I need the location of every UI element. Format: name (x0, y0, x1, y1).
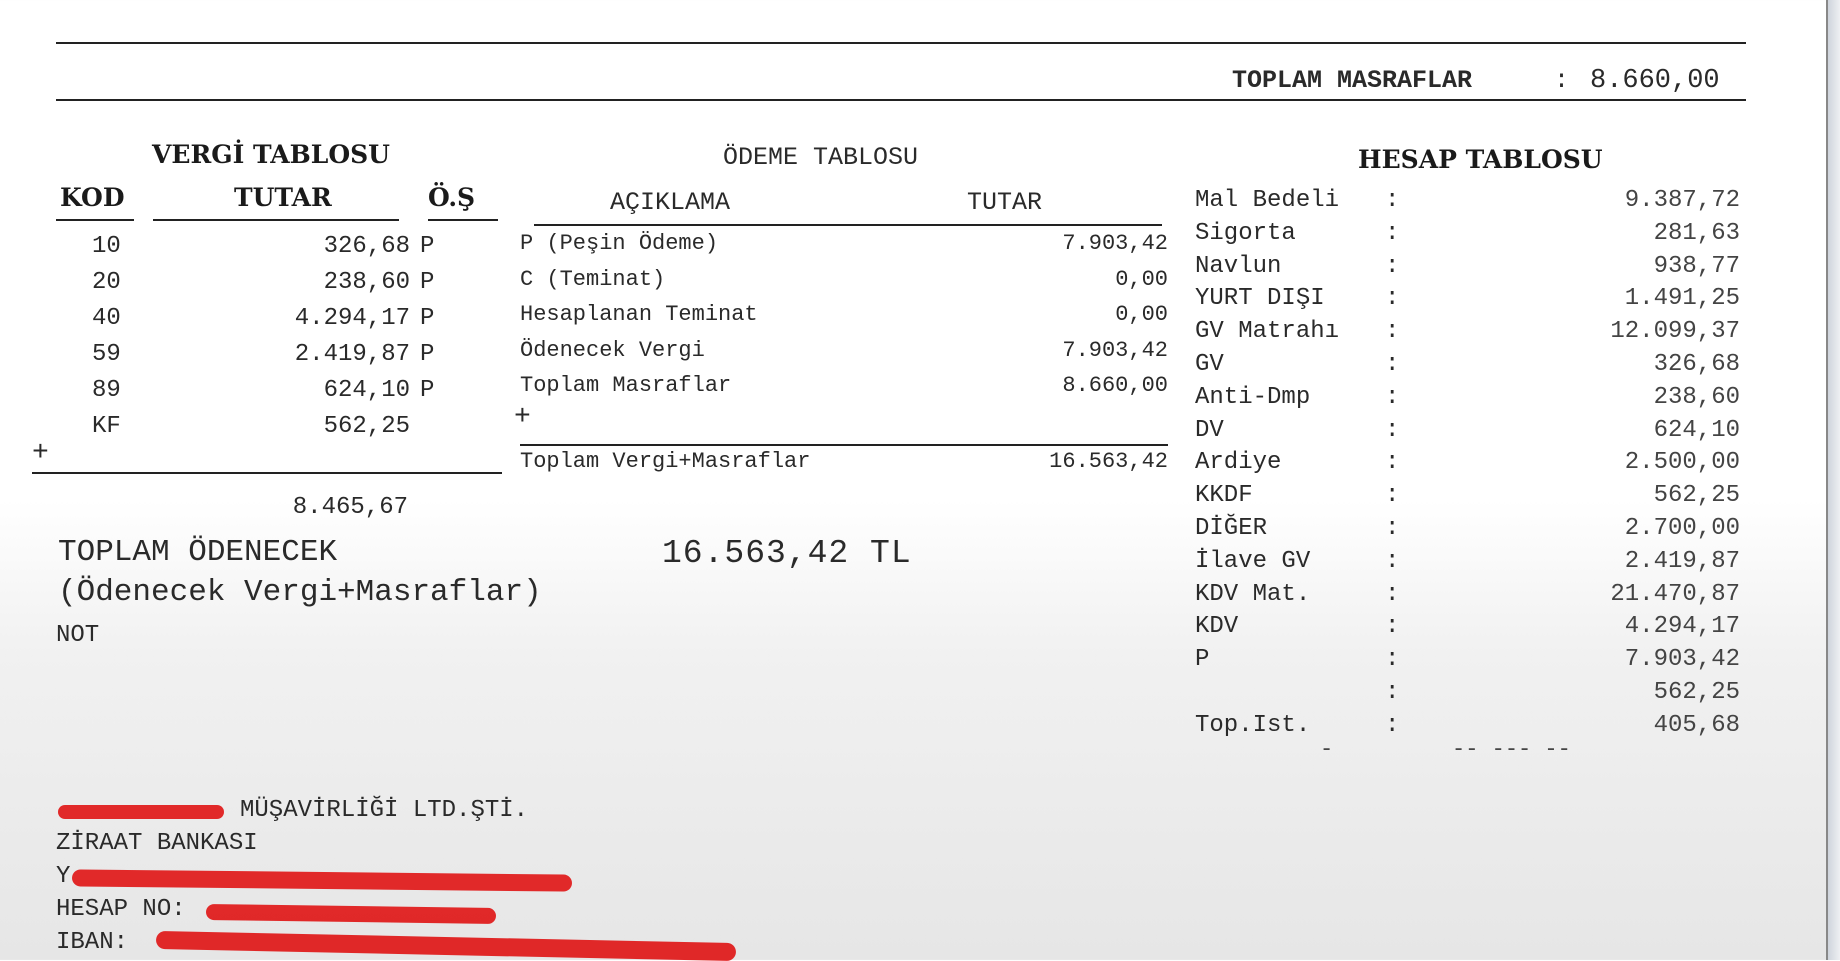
account-row-value: 2.419,87 (1624, 547, 1740, 575)
account-row-value: 12.099,37 (1610, 318, 1740, 346)
account-row-value: 7.903,42 (1624, 646, 1740, 674)
tax-row-amount: 4.294,17 (294, 305, 410, 332)
account-row-label: GV Matrahı (1195, 318, 1340, 346)
payment-row-desc: Toplam Masraflar (520, 373, 732, 398)
account-cut-row: - -- --- -- (1320, 737, 1571, 762)
payment-row-amount: 8.660,00 (1062, 373, 1168, 398)
tax-row-amount: 326,68 (323, 233, 410, 260)
tax-row-code: KF (92, 413, 121, 440)
account-row-sep: : (1385, 351, 1400, 378)
account-row-value: 4.294,17 (1624, 613, 1740, 641)
tax-row-code: 10 (92, 233, 121, 260)
tax-table-title: VERGİ TABLOSU (152, 140, 390, 169)
tax-row-amount: 2.419,87 (294, 341, 410, 368)
total-payable-value: 16.563,42 TL (662, 535, 912, 572)
account-row-label: Sigorta (1195, 219, 1296, 247)
tax-row-code: 89 (92, 377, 121, 404)
account-row-label: DİĞER (1195, 515, 1268, 542)
account-row-label: Mal Bedeli (1195, 187, 1340, 214)
tax-row-os: P (420, 377, 435, 404)
scroll-edge (1828, 0, 1840, 960)
payment-row-desc: P (Peşin Ödeme) (520, 231, 719, 256)
account-row-label: Top.Ist. (1195, 711, 1311, 739)
account-row-sep: : (1385, 679, 1400, 706)
redaction-iban (156, 931, 736, 961)
total-payable-subtitle: (Ödenecek Vergi+Masraflar) (58, 575, 542, 610)
footer-account-label: HESAP NO: (56, 896, 186, 923)
tax-amount-underline (153, 219, 399, 221)
payment-header-rule (534, 224, 1162, 226)
account-row-label: KDV Mat. (1195, 580, 1311, 608)
footer-company: MÜŞAVİRLİĞİ LTD.ŞTİ. (240, 797, 529, 824)
account-row-label: GV (1195, 351, 1224, 378)
redaction-branch (72, 869, 572, 891)
account-row-sep: : (1385, 449, 1400, 477)
payment-row-amount: 7.903,42 (1062, 337, 1168, 363)
account-row-sep: : (1385, 416, 1400, 444)
payment-row-amount: 0,00 (1115, 302, 1168, 327)
account-row-value: 1.491,25 (1624, 285, 1740, 313)
tax-row-os: P (420, 269, 435, 296)
tax-col-os: Ö.Ş (428, 183, 476, 212)
tax-os-underline (428, 219, 498, 221)
tax-row-os: P (420, 305, 435, 332)
account-table-title: HESAP TABLOSU (1358, 145, 1603, 174)
payment-total-rule (520, 444, 1168, 446)
payment-row-desc: Ödenecek Vergi (520, 337, 705, 363)
payment-table-title: ÖDEME TABLOSU (723, 143, 919, 172)
account-row-value: 326,68 (1653, 351, 1740, 378)
payment-row-desc: C (Teminat) (520, 266, 666, 292)
tax-row-code: 40 (92, 305, 121, 332)
account-row-label: Ardiye (1195, 449, 1282, 477)
account-row-sep: : (1385, 219, 1400, 247)
account-row-sep: : (1385, 383, 1400, 411)
account-row-value: 9.387,72 (1624, 187, 1740, 214)
header-rule (56, 99, 1746, 101)
redaction-account (206, 904, 496, 924)
tax-row-amount: 562,25 (323, 413, 410, 440)
account-row-value: 624,10 (1653, 416, 1740, 444)
account-row-value: 938,77 (1653, 252, 1740, 280)
payment-row-amount: 7.903,42 (1062, 231, 1168, 256)
total-expenses-separator: : (1554, 66, 1570, 95)
account-row-label: Anti-Dmp (1195, 383, 1311, 411)
payment-total-amount: 16.563,42 (1049, 449, 1168, 474)
tax-row-code: 20 (92, 269, 121, 296)
tax-row-code: 59 (92, 341, 121, 368)
account-row-sep: : (1385, 252, 1400, 280)
account-row-sep: : (1385, 646, 1400, 674)
account-row-label: P (1195, 646, 1210, 674)
account-row-label: DV (1195, 416, 1224, 444)
tax-row-os: P (420, 233, 435, 260)
payment-row-amount: 0,00 (1115, 266, 1168, 292)
note-label: NOT (56, 622, 100, 649)
footer-branch-prefix: Y (56, 863, 71, 890)
footer-bank: ZİRAAT BANKASI (56, 830, 258, 857)
account-row-value: 562,25 (1653, 679, 1740, 706)
total-payable-label: TOPLAM ÖDENECEK (58, 535, 338, 570)
tax-row-amount: 238,60 (323, 269, 410, 296)
tax-plus-sign: + (32, 438, 49, 469)
tax-row-os: P (420, 341, 435, 368)
payment-col-amount: TUTAR (967, 188, 1043, 217)
redaction-company (58, 805, 224, 819)
account-row-value: 2.500,00 (1624, 449, 1740, 477)
account-row-sep: : (1385, 580, 1400, 608)
payment-plus-sign: + (514, 402, 531, 433)
account-row-value: 405,68 (1653, 711, 1740, 739)
payment-total-desc: Toplam Vergi+Masraflar (520, 449, 811, 474)
account-row-sep: : (1385, 547, 1400, 575)
total-expenses-label: TOPLAM MASRAFLAR (1232, 66, 1473, 95)
account-row-value: 238,60 (1653, 383, 1740, 411)
footer-iban-label: IBAN: (56, 929, 129, 956)
account-row-value: 281,63 (1653, 219, 1740, 247)
tax-sum-value: 8.465,67 (292, 494, 408, 521)
tax-row-amount: 624,10 (323, 377, 410, 404)
account-row-label: İlave GV (1195, 547, 1311, 575)
account-row-label: YURT DIŞI (1195, 285, 1325, 313)
total-expenses-value: 8.660,00 (1590, 66, 1720, 96)
payment-col-desc: AÇIKLAMA (610, 188, 731, 217)
tax-col-code: KOD (60, 183, 125, 212)
account-row-value: 21.470,87 (1610, 580, 1740, 608)
account-row-label: KDV (1195, 613, 1239, 641)
account-row-label: KKDF (1195, 482, 1253, 510)
account-row-sep: : (1385, 482, 1400, 510)
account-row-value: 2.700,00 (1624, 515, 1740, 542)
tax-sum-rule (32, 472, 502, 474)
account-row-label: Navlun (1195, 252, 1282, 280)
account-row-value: 562,25 (1653, 482, 1740, 510)
account-row-sep: : (1385, 711, 1400, 739)
account-row-sep: : (1385, 318, 1400, 346)
account-row-sep: : (1385, 515, 1400, 542)
tax-col-amount: TUTAR (234, 183, 332, 212)
payment-row-desc: Hesaplanan Teminat (520, 302, 758, 327)
tax-code-underline (56, 219, 134, 221)
top-rule (56, 42, 1746, 44)
account-row-sep: : (1385, 187, 1400, 214)
account-row-sep: : (1385, 285, 1400, 313)
account-row-sep: : (1385, 613, 1400, 641)
